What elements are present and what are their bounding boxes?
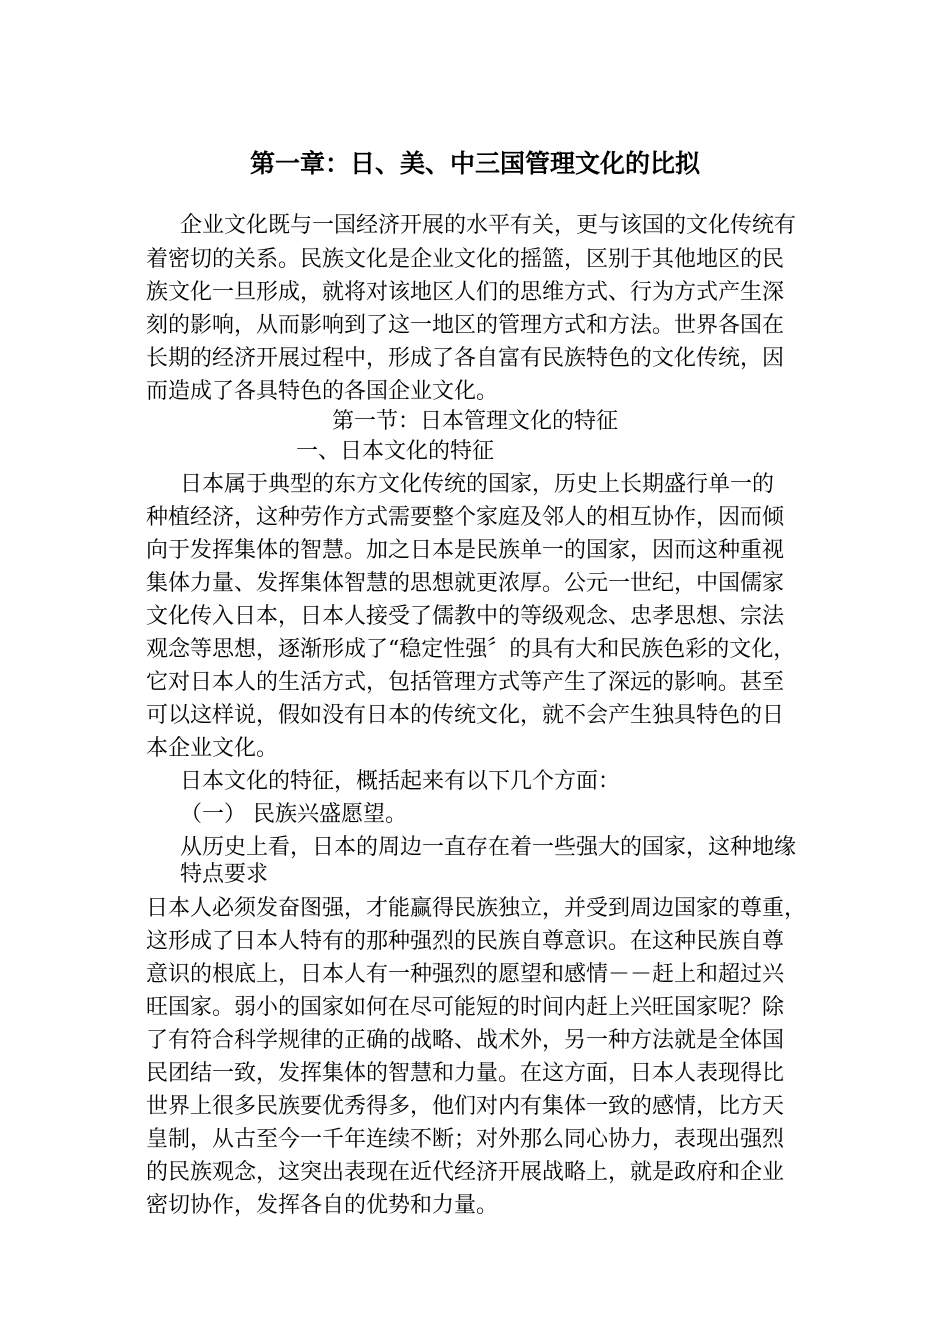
paragraph-line: 观念等思想，逐渐形成了“稳定性强〞的具有大和民族色彩的文化，	[146, 637, 796, 662]
paragraph-line: 集体力量、发挥集体智慧的思想就更浓厚。公元一世纪，中国儒家	[146, 571, 785, 596]
paragraph-line: 特点要求	[180, 862, 269, 887]
paragraph-line: 日本人必须发奋图强，才能赢得民族独立，并受到周边国家的尊重，	[146, 896, 807, 921]
paragraph-line: 世界上很多民族要优秀得多，他们对内有集体一致的感情，比方天	[146, 1094, 785, 1119]
intro-line: 族文化一旦形成，就将对该地区人们的思维方式、行为方式产生深	[146, 280, 785, 305]
intro-line: 企业文化既与一国经济开展的水平有关，更与该国的文化传统有	[180, 213, 797, 238]
paragraph-line: 文化传入日本，日本人接受了儒教中的等级观念、忠孝思想、宗法	[146, 604, 785, 629]
paragraph-line: 从历史上看，日本的周边一直存在着一些强大的国家，这种地缘	[180, 835, 797, 860]
section-heading: 第一节：日本管理文化的特征	[331, 409, 618, 434]
paragraph-line: 它对日本人的生活方式，包括管理方式等产生了深远的影响。甚至	[146, 670, 785, 695]
paragraph-line: 了有符合科学规律的正确的战略、战术外，另一种方法就是全体国	[146, 1028, 785, 1053]
paragraph-line: 日本属于典型的东方文化传统的国家，历史上长期盛行单一的	[180, 472, 775, 497]
paragraph-line: 意识的根底上，日本人有一种强烈的愿望和感情－－赶上和超过兴	[146, 962, 785, 987]
chapter-title: 第一章：日、美、中三国管理文化的比拟	[249, 149, 700, 178]
paragraph-line: 民团结一致，发挥集体的智慧和力量。在这方面，日本人表现得比	[146, 1061, 785, 1086]
paragraph-line: 种植经济，这种劳作方式需要整个家庭及邻人的相互协作，因而倾	[146, 505, 785, 530]
paragraph-line: 旺国家。弱小的国家如何在尽可能短的时间内赶上兴旺国家呢？除	[146, 995, 785, 1020]
paragraph-line: 这形成了日本人特有的那种强烈的民族自尊意识。在这种民族自尊	[146, 929, 785, 954]
paragraph-line: 的民族观念，这突出表现在近代经济开展战略上，就是政府和企业	[146, 1160, 785, 1185]
paragraph-line: 可以这样说，假如没有日本的传统文化，就不会产生独具特色的日	[146, 703, 785, 728]
subsection-heading: 一、日本文化的特征	[296, 439, 495, 464]
summary-line: 日本文化的特征，概括起来有以下几个方面：	[180, 769, 621, 794]
paragraph-line: 皇制，从古至今一千年连续不断；对外那么同心协力，表现出强烈	[146, 1127, 785, 1152]
paragraph-line: 密切协作，发挥各自的优势和力量。	[146, 1193, 499, 1218]
point-heading: （一） 民族兴盛愿望。	[180, 802, 407, 827]
paragraph-line: 向于发挥集体的智慧。加之日本是民族单一的国家，因而这种重视	[146, 538, 785, 563]
paragraph-line: 本企业文化。	[146, 736, 279, 761]
intro-line: 着密切的关系。民族文化是企业文化的摇篮，区别于其他地区的民	[146, 247, 785, 272]
intro-line: 刻的影响，从而影响到了这一地区的管理方式和方法。世界各国在	[146, 313, 785, 338]
intro-line: 长期的经济开展过程中，形成了各自富有民族特色的文化传统，因	[146, 346, 785, 371]
intro-line: 而造成了各具特色的各国企业文化。	[146, 379, 499, 404]
